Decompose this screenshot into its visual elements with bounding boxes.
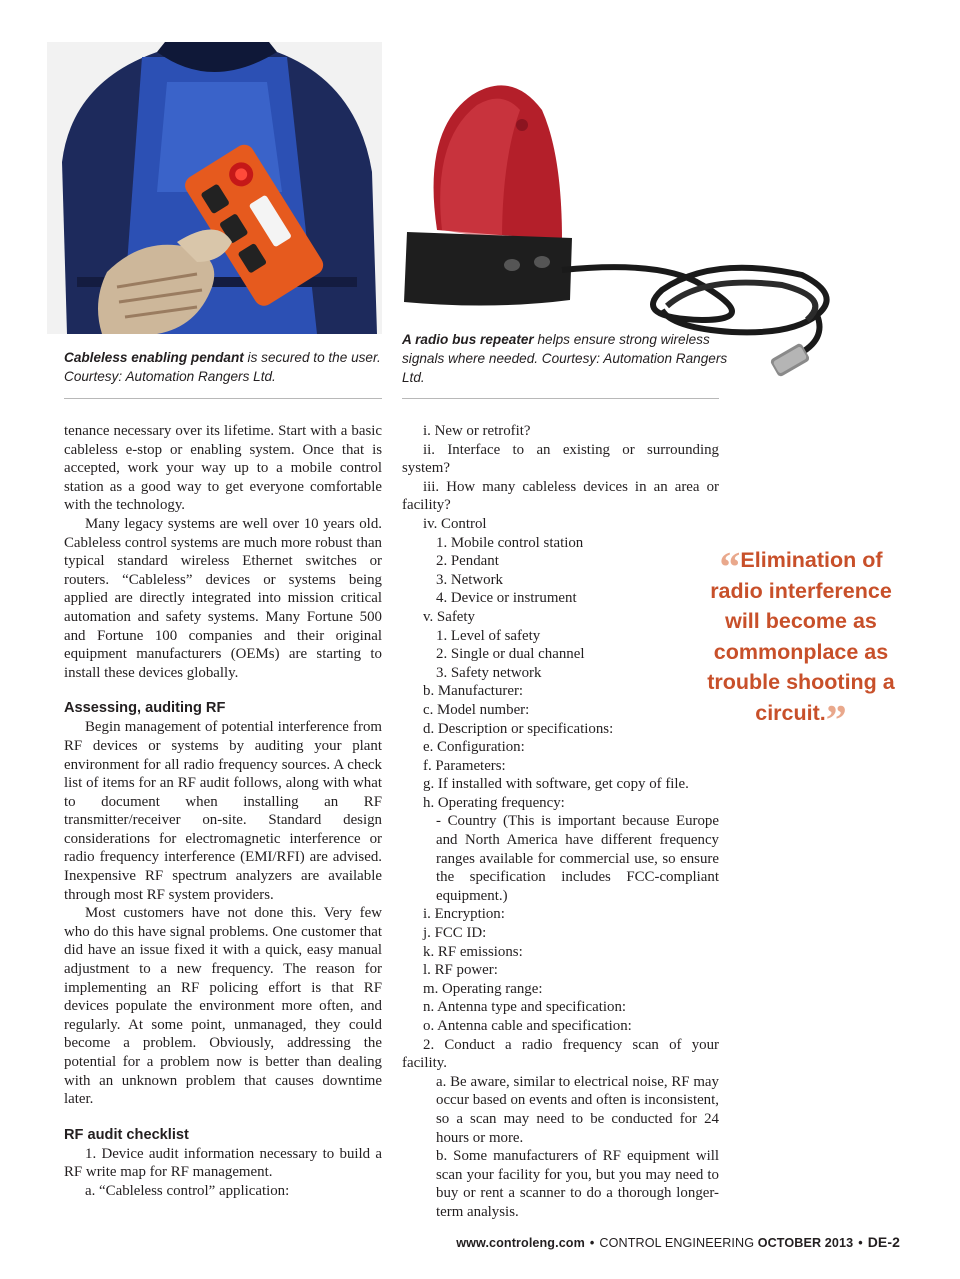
caption-left-bold: Cableless enabling pendant [64,350,244,365]
list-item: 3. Safety network [436,664,542,681]
page-number: DE-2 [867,1234,900,1250]
list-item: v. Safety [423,608,475,625]
list-item: h. Operating frequency: [423,794,565,811]
list-item: i. New or retrofit? [423,423,531,439]
caption-left [64,348,384,386]
paragraph: 1. Device audit information necessary to build a RF write map for RF management. [64,1145,382,1181]
left-column [64,422,382,1201]
pull-quote-text: Elimination of radio interference will become as commonplace as trouble shooting a circuit. [707,548,895,725]
pendant-photo-graphic [47,42,382,334]
list-item: g. If installed with software, get copy of file. [423,776,689,793]
list-item: j. FCC ID: [423,925,487,942]
list-item: 1. Level of safety [436,627,541,644]
list-item: o. Antenna cable and specification: [423,1018,632,1034]
caption-left-text: is secured to the user. Courtesy: Automation Rangers Ltd. [64,350,381,384]
list-item: l. RF power: [423,962,498,979]
section-heading: RF audit checklist [64,1126,189,1143]
caption-rule-right [402,398,719,399]
paragraph: tenance necessary over its lifetime. Start with a basic cableless e-stop or enabling system. Once that is accepted, work your way up to a mobile control station as a good way to get everyone comfortable with the technology. [64,423,382,514]
list-item: f. Parameters: [423,757,506,774]
list-item: iv. Control [423,515,487,532]
list-item: a. Be aware, similar to electrical noise, RF may occur based on events and often is inconsistent, so a scan may need to be conducted for 24 hours or more. [436,1073,719,1146]
footer-bullet: • [589,1236,595,1250]
list-item: iii. How many cableless devices in an area or facility? [402,478,719,514]
list-item: 3. Network [436,571,503,588]
list-item: b. Some manufacturers of RF equipment will scan your facility for you, but you may need to buy or rent a scanner to do a thorough longer-term analysis. [436,1148,719,1220]
list-item: m. Operating range: [423,980,543,997]
middle-column [402,422,719,1222]
list-item: k. RF emissions: [423,943,523,960]
pull-quote [700,545,902,744]
list-item: b. Manufacturer: [423,683,524,700]
list-item: 2. Single or dual channel [436,646,585,663]
list-item: n. Antenna type and specification: [423,999,627,1016]
section-heading: Assessing, auditing RF [64,700,226,717]
list-item: 2. Pendant [436,553,499,570]
footer-url: www.controleng.com [456,1236,585,1250]
caption-rule-left [64,398,382,399]
close-quote-mark: ” [825,697,847,744]
list-item: - Country (This is important because Europe and North America have different frequency ranges available for commercial use, so ensure the specification includes FCC-compliant equipment.) [436,813,719,904]
caption-right-bold: A radio bus repeater [402,332,534,347]
paragraph: Most customers have not done this. Very few who do this have signal problems. One customer that did have an issue fixed it with a quick, easy manual adjustment to a new frequency. The reason for implementing an RF policing effort is that RF devices populate the environment more often, and regularly. At some point, unmanaged, they could become a problem. Obviously, addressing the potential for a problem now is better than dealing with an unknown problem that causes downtime later. [64,905,382,1108]
page-footer [456,1234,900,1250]
list-item: ii. Interface to an existing or surrounding system? [402,441,719,477]
list-item: 2. Conduct a radio frequency scan of your facility. [402,1036,719,1072]
open-quote-mark: “ [719,545,741,591]
list-item: e. Configuration: [423,739,525,756]
list-item: 4. Device or instrument [436,590,577,607]
list-item: 1. Mobile control station [436,534,584,551]
footer-bullet: • [858,1236,863,1250]
paragraph: Many legacy systems are well over 10 years old. Cableless control systems are much more robust than typical standard wireless Ethernet switches or routers. “Cableless” devices or systems being applied are directly integrated into mission critical automation and safety systems. Many Fortune 500 and Fortune 100 companies and their original equipment manufacturers (OEMs) are starting to install these devices globally. [64,515,382,681]
pendant-photo [47,42,382,334]
caption-right-text: helps ensure strong wireless signals where needed. Courtesy: Automation Rangers Ltd. [402,332,728,385]
caption-right [402,330,732,387]
list-item: i. Encryption: [423,906,505,923]
footer-issue: OCTOBER 2013 [757,1236,854,1250]
footer-magazine: CONTROL ENGINEERING [599,1236,755,1250]
paragraph: Begin management of potential interference from RF devices or systems by auditing your plant environment for all radio frequency sources. A check list of items for an RF audit follows, along with what to document when installing an RF transmitter/receiver on-site. Standard design considerations for electromagnetic interference or radio frequency interference (EMI/RFI) are advised. Inexpensive RF spectrum analyzers are available through most RF system providers. [64,719,382,903]
list-item: c. Model number: [423,701,530,718]
list-item: d. Description or specifications: [423,720,614,737]
paragraph: a. “Cableless control” application: [85,1182,290,1199]
